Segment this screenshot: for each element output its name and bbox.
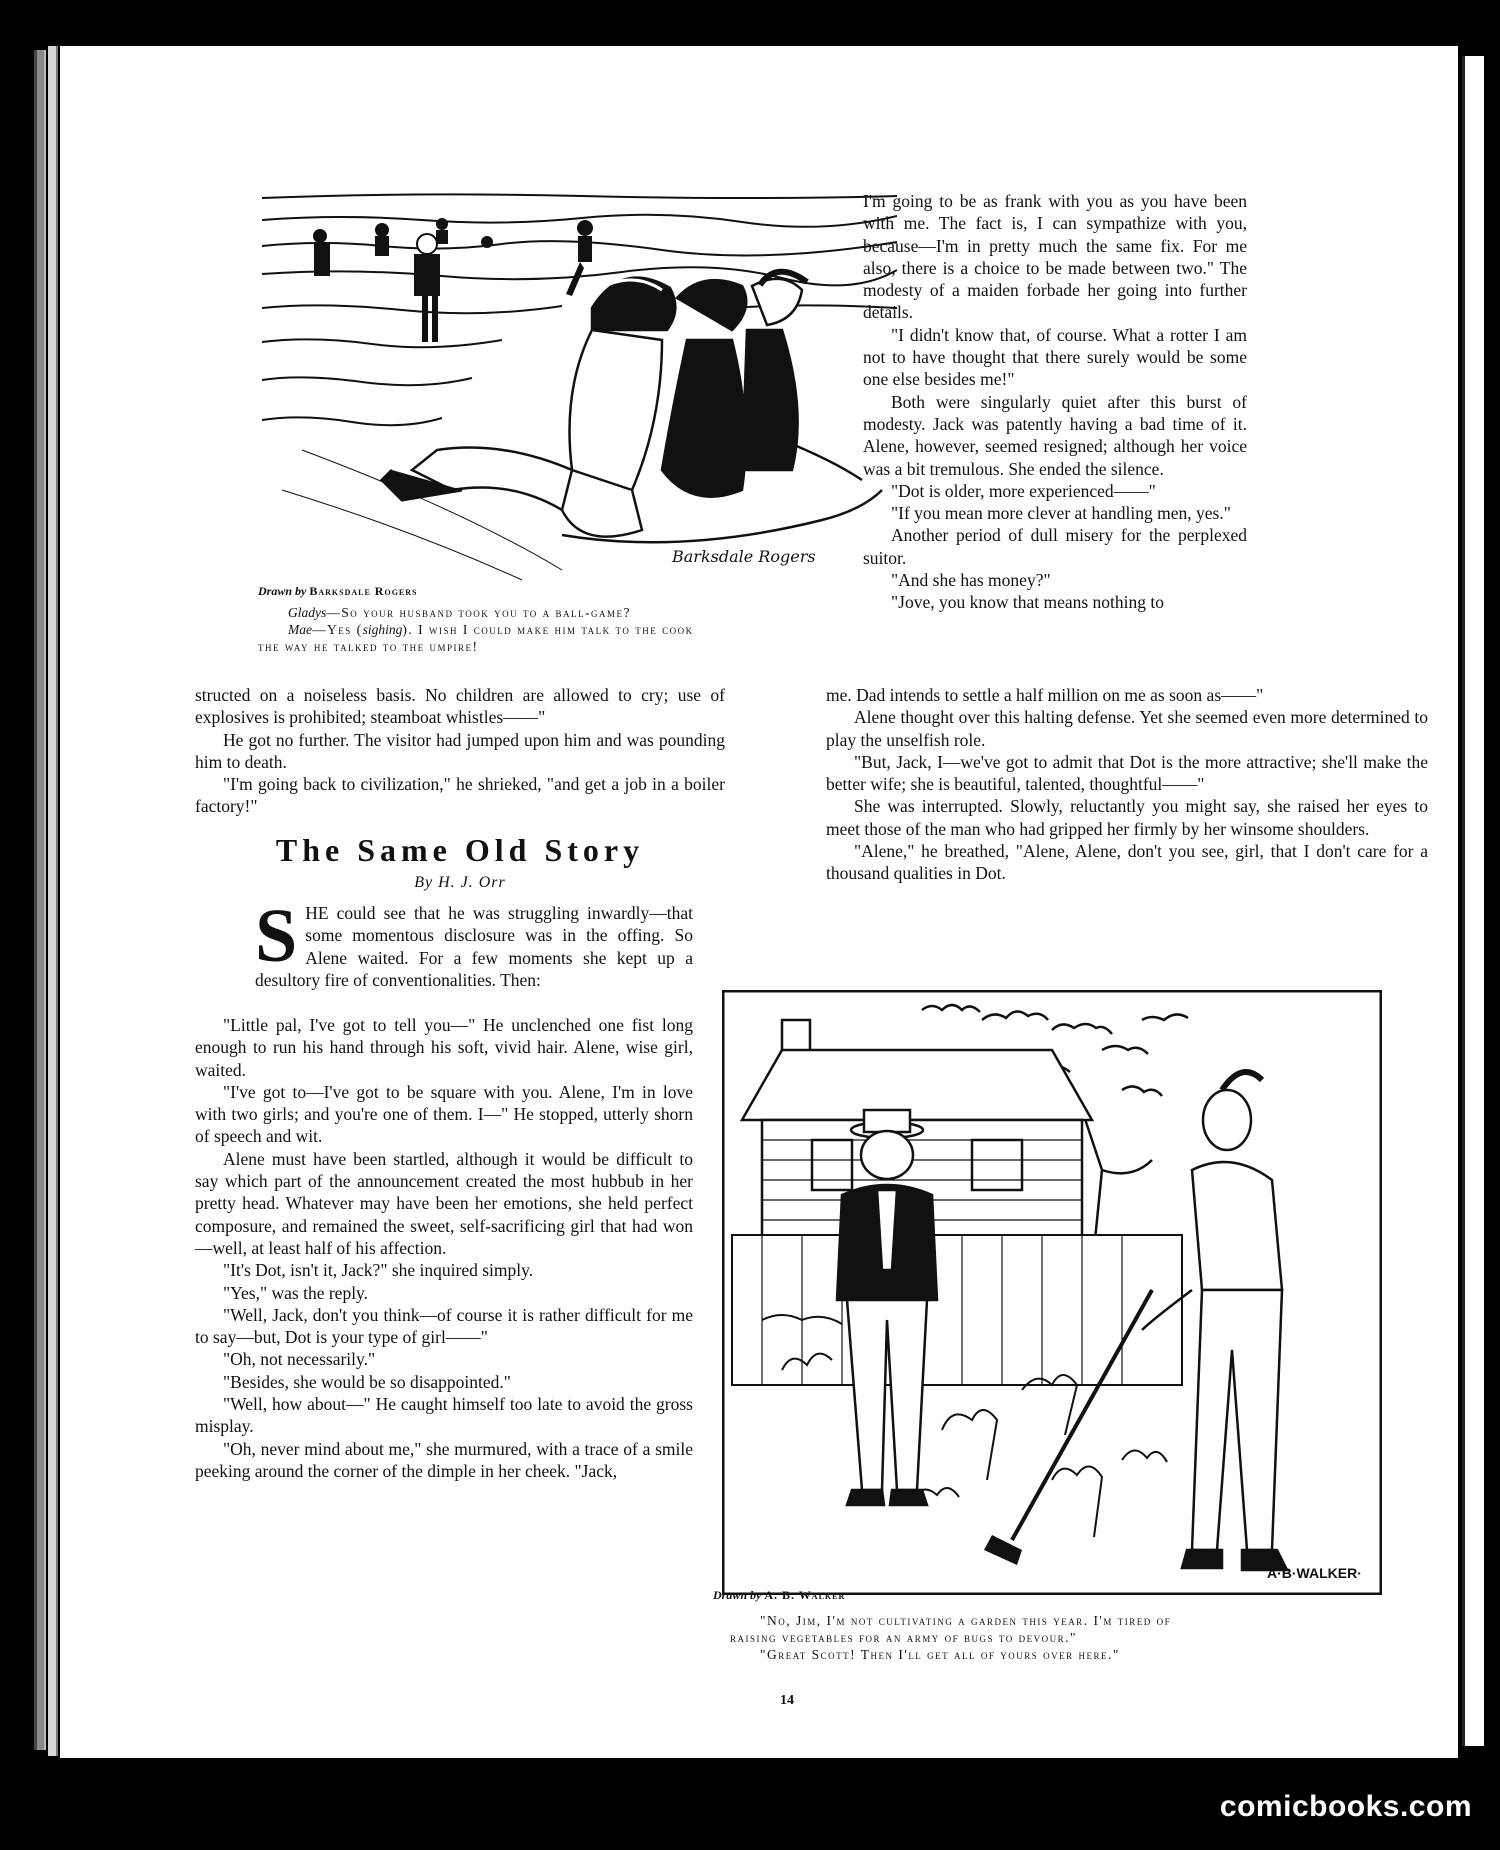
- drop-cap: S: [255, 894, 298, 978]
- text-paragraph: Both were singularly quiet after this burst of modesty. Jack was patently having a bad time of it. Alene, however, seemed resigned; although her voice was a bit tremulous. She ended the silence.: [863, 391, 1247, 479]
- caption-line-2b: ). I wish I could make him talk to the cook: [402, 622, 694, 637]
- page-number: 14: [780, 1693, 794, 1708]
- story-title: The Same Old Story: [275, 832, 645, 868]
- right-column-upper: [863, 190, 1247, 614]
- garden-cartoon-illustration: [722, 990, 1382, 1595]
- text-paragraph: Another period of dull misery for the perplexed suitor.: [863, 525, 1247, 568]
- garden-cartoon-signature: A·B·WALKER·: [1267, 1565, 1362, 1581]
- garden-cartoon-credit: [713, 1588, 845, 1603]
- credit-prefix: Drawn by: [713, 1588, 762, 1602]
- book-page-edge-left: [48, 46, 58, 1756]
- caption-speaker-mae: Mae: [288, 622, 312, 637]
- text-paragraph: "Jove, you know that means nothing to: [891, 592, 1165, 613]
- beach-cartoon-signature: Barksdale Rogers: [672, 547, 816, 566]
- text-paragraph: Alene thought over this halting defense. Yet she seemed even more determined to play the unselfish role.: [826, 707, 1428, 750]
- text-paragraph: "Little pal, I've got to tell you—" He unclenched one fist long enough to run his hand through his soft, vivid hair. Alene, wise girl, waited.: [195, 1015, 693, 1080]
- text-paragraph: "If you mean more clever at handling men, yes.": [891, 503, 1231, 524]
- caption-speaker-gladys: Gladys: [288, 605, 327, 620]
- text-paragraph: "Alene," he breathed, "Alene, Alene, don't you see, girl, that I don't care for a thousand qualities in Dot.: [826, 841, 1428, 884]
- text-paragraph: "Oh, never mind about me," she murmured, with a trace of a smile peeking around the corner of the dimple in her cheek. "Jack,: [195, 1438, 693, 1481]
- text-paragraph: "Dot is older, more experienced——": [891, 480, 1156, 501]
- text-paragraph: "And she has money?": [891, 570, 1051, 591]
- text-paragraph: "Oh, not necessarily.": [223, 1349, 376, 1370]
- story-byline: By H. J. Orr: [414, 874, 506, 891]
- caption-line-3: "Great Scott! Then I'll get all of yours over here.": [760, 1647, 1120, 1662]
- text-paragraph: "It's Dot, isn't it, Jack?" she inquired simply.: [223, 1260, 534, 1281]
- text-paragraph: "Well, Jack, don't you think—of course it is rather difficult for me to say—but, Dot is your type of girl——": [195, 1304, 693, 1348]
- text-paragraph: "Well, how about—" He caught himself too late to avoid the gross misplay.: [195, 1394, 693, 1437]
- credit-artist: Barksdale Rogers: [309, 584, 418, 598]
- book-page-edge-right: [1462, 56, 1484, 1746]
- text-paragraph: I'm going to be as frank with you as you have been with me. The fact is, I can sympathize with you, because—I'm in pretty much the same fix. For me also, there is a choice to be made between two." The modesty of a maiden forbade her going into further details.: [863, 191, 1247, 323]
- caption-line-2a: —Yes (: [312, 622, 363, 637]
- caption-line-1: —So your husband took you to a ball-game?: [326, 605, 632, 620]
- right-column-lower: [826, 684, 1428, 885]
- beach-cartoon-credit: [258, 584, 417, 599]
- text-paragraph: "I'm going back to civilization," he shrieked, "and get a job in a boiler factory!": [195, 774, 725, 817]
- caption-line-1: "No, Jim, I'm not cultivating a garden this year. I'm tired of: [760, 1613, 1172, 1628]
- text-paragraph: "I've got to—I've got to be square with you. Alene, I'm in love with two girls; and you're one of them. I—" He stopped, utterly shorn of speech and wit.: [195, 1081, 693, 1147]
- caption-line-2-italic: sighing: [362, 622, 403, 637]
- text-paragraph: Alene must have been startled, although it would be difficult to say which part of the announcement created the most hubbub in her pretty head. Whatever may have been her emotions, she held perfect composure, and remained the sweet, self-sacrificing girl that had won—well, at least half of his affection.: [195, 1148, 693, 1258]
- left-column-upper: [195, 684, 725, 818]
- text-paragraph: "Yes," was the reply.: [223, 1282, 369, 1303]
- credit-artist: A. B. Walker: [764, 1588, 846, 1602]
- watermark-text: comicbooks.com: [1219, 1790, 1472, 1823]
- text-paragraph: She was interrupted. Slowly, reluctantly you might say, she raised her eyes to meet those of the man who had gripped her firmly by her winsome shoulders.: [826, 796, 1428, 839]
- beach-cartoon-caption: [258, 604, 898, 655]
- garden-cartoon-caption: [730, 1612, 1350, 1663]
- text-paragraph: "But, Jack, I—we've got to admit that Dot is the more attractive; she'll make the better wife; she is beautiful, talented, thoughtful——": [826, 751, 1428, 795]
- story-opening: [255, 894, 693, 991]
- credit-prefix: Drawn by: [258, 584, 307, 598]
- beach-cartoon-illustration: [262, 190, 897, 590]
- caption-line-3: the way he talked to the umpire!: [258, 639, 479, 654]
- caption-line-2: raising vegetables for an army of bugs to devour.": [730, 1630, 1078, 1645]
- text-paragraph: "I didn't know that, of course. What a rotter I am not to have thought that there surely would be some one else besides me!": [863, 324, 1247, 390]
- text-paragraph: He got no further. The visitor had jumped upon him and was pounding him to death.: [195, 729, 725, 772]
- text-paragraph: me. Dad intends to settle a half million on me as soon as——": [826, 685, 1264, 705]
- text-paragraph: "Besides, she would be so disappointed.": [223, 1371, 511, 1392]
- story-first-paragraph: HE could see that he was struggling inwardly—that some momentous disclosure was in the offing. So Alene waited. For a few moments she kept up a desultory fire of conventionalities. Then:: [255, 903, 693, 990]
- left-column-lower: [195, 1014, 693, 1482]
- book-spine-left: [34, 50, 46, 1750]
- text-paragraph: structed on a noiseless basis. No children are allowed to cry; use of explosives is prohibited; steamboat whistles——": [195, 685, 725, 728]
